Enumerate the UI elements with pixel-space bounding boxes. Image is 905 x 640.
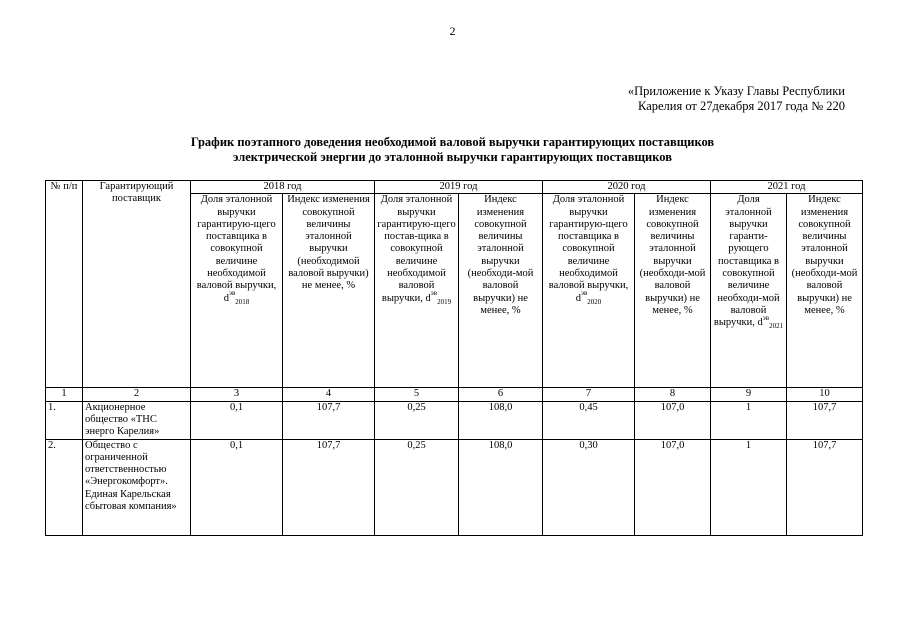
header-num: № п/п [46, 181, 83, 388]
header-supplier: Гарантирующий поставщик [83, 181, 191, 388]
header-share-2018 [191, 194, 283, 388]
row-number: 1. [46, 401, 83, 439]
value-cell: 0,30 [543, 439, 635, 535]
value-cell: 1 [711, 439, 787, 535]
share-label: Доля эталонной выручки гарантирую-щего поставщика в совокупной величине необходимой валовой выручки, [196, 194, 277, 292]
value-cell: 0,45 [543, 401, 635, 439]
document-title [0, 135, 905, 165]
title-line-2: электрической энергии до эталонной выручки гарантирующих поставщиков [233, 150, 672, 164]
column-number: 8 [635, 388, 711, 401]
value-cell: 1 [711, 401, 787, 439]
column-number: 6 [459, 388, 543, 401]
header-row-years [46, 181, 863, 194]
header-year-2020: 2020 год [543, 181, 711, 194]
column-number: 7 [543, 388, 635, 401]
header-index-2018: Индекс изменения совокупной величины эталонной выручки (необходимой валовой выручки) не менее, % [283, 194, 375, 388]
page-number: 2 [449, 24, 456, 38]
column-number: 10 [787, 388, 863, 401]
table-row [46, 439, 863, 535]
column-number: 1 [46, 388, 83, 401]
value-cell: 107,7 [283, 401, 375, 439]
value-cell: 107,7 [787, 401, 863, 439]
value-cell: 0,25 [375, 439, 459, 535]
value-cell: 107,0 [635, 401, 711, 439]
column-number: 5 [375, 388, 459, 401]
header-index-2019: Индекс изменения совокупной величины эталонной выручки (необходи-мой валовой выручки) не менее, % [459, 194, 543, 388]
appendix-line-2: Карелия от 27декабря 2017 года № 220 [638, 99, 845, 113]
column-number: 4 [283, 388, 375, 401]
value-cell: 108,0 [459, 401, 543, 439]
header-share-2020 [543, 194, 635, 388]
value-cell: 107,0 [635, 439, 711, 535]
column-number: 3 [191, 388, 283, 401]
value-cell: 107,7 [787, 439, 863, 535]
value-cell: 0,1 [191, 401, 283, 439]
header-index-2020: Индекс изменения совокупной величины эталонной выручки (необходи-мой валовой выручки) не менее, % [635, 194, 711, 388]
appendix-reference [628, 84, 845, 114]
header-share-2019 [375, 194, 459, 388]
appendix-line-1: «Приложение к Указу Главы Республики [627, 84, 845, 98]
schedule-table [45, 180, 863, 536]
header-index-2021: Индекс изменения совокупной величины эталонной выручки (необходи-мой валовой выручки) не менее, % [787, 194, 863, 388]
share-symbol: $d^{эв}_{2021}$ [757, 313, 784, 331]
share-symbol: $d^{эв}_{2020}$ [575, 289, 602, 306]
supplier-name: Акционерное общество «ТНС энерго Карелия» [83, 401, 191, 439]
table-row [46, 401, 863, 439]
header-year-2021: 2021 год [711, 181, 863, 194]
header-share-2021 [711, 194, 787, 388]
value-cell: 0,1 [191, 439, 283, 535]
share-label: Доля эталонной выручки гаранти-рующего поставщика в совокупной величине необходи-мой валовой выручки, [713, 194, 780, 329]
header-year-2018: 2018 год [191, 181, 375, 194]
value-cell: 108,0 [459, 439, 543, 535]
row-number: 2. [46, 439, 83, 535]
column-number: 9 [711, 388, 787, 401]
value-cell: 107,7 [283, 439, 375, 535]
column-number-row [46, 388, 863, 401]
title-line-1: График поэтапного доведения необходимой валовой выручки гарантирующих поставщиков [190, 135, 715, 149]
header-year-2019: 2019 год [375, 181, 543, 194]
share-label: Доля эталонной выручки гарантирую-щего постав-щика в совокупной величине необходимой валовой выручки, [377, 194, 456, 304]
share-symbol: $d^{эв}_{2018}$ [223, 289, 250, 306]
share-label: Доля эталонной выручки гарантирую-щего поставщика в совокупной величине необходимой валовой выручки, [548, 194, 629, 292]
share-symbol: $d^{эв}_{2019}$ [425, 289, 452, 306]
supplier-name: Общество с ограниченной ответственностью «Энергокомфорт». Единая Карельская сбытовая компания» [83, 439, 191, 535]
value-cell: 0,25 [375, 401, 459, 439]
column-number: 2 [83, 388, 191, 401]
